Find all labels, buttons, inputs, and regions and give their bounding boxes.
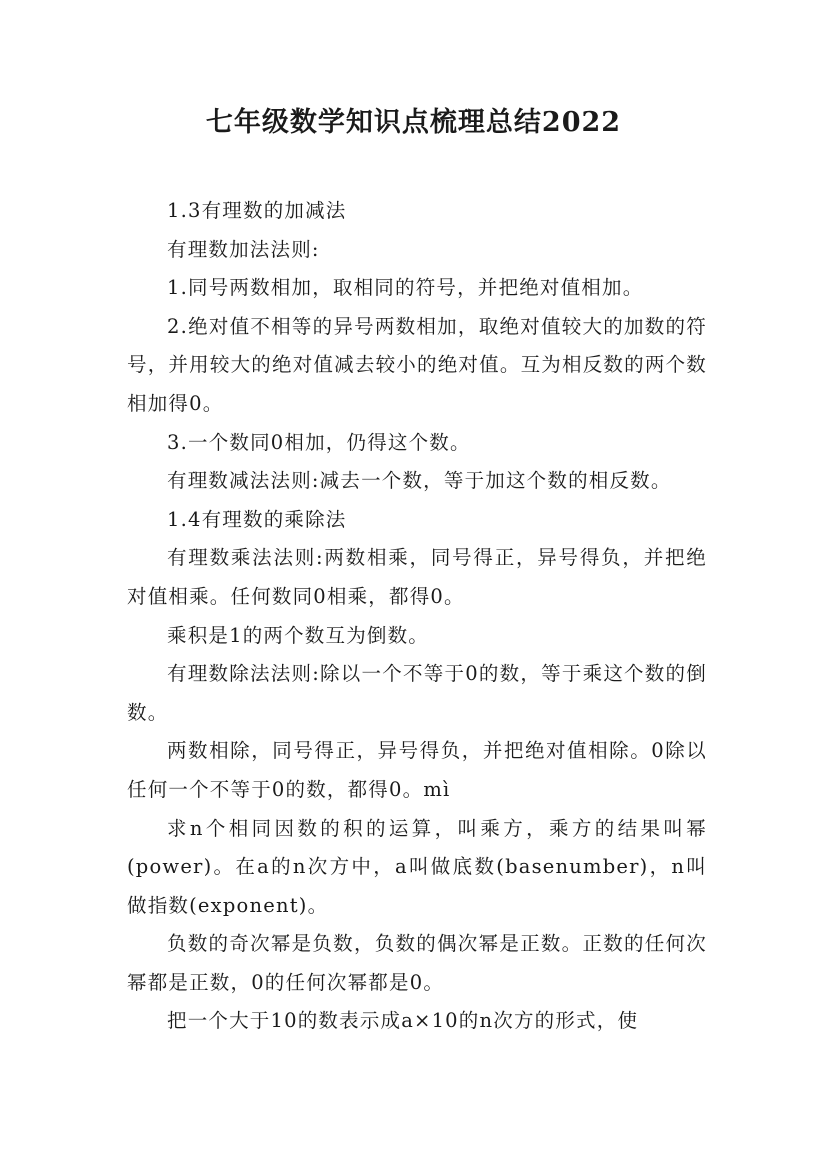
paragraph-division-rule: 有理数除法法则:除以一个不等于0的数，等于乘这个数的倒数。 [127, 662, 707, 724]
paragraph-addition-rule-heading: 有理数加法法则: [167, 237, 320, 261]
paragraph-addition-rule-2: 2.绝对值不相等的异号两数相加，取绝对值较大的加数的符号，并用较大的绝对值减去较小的绝对值。互为相反数的两个数相加得0。 [127, 314, 707, 415]
paragraph-subtraction-rule: 有理数减法法则:减去一个数，等于加这个数的相反数。 [167, 469, 672, 493]
document-body [127, 192, 707, 1041]
paragraph-power-sign: 负数的奇次幂是负数，负数的偶次幂是正数。正数的任何次幂都是正数，0的任何次幂都是0。 [127, 932, 707, 994]
paragraph-addition-rule-3: 3.一个数同0相加，仍得这个数。 [167, 430, 471, 454]
paragraph-scientific-notation: 把一个大于10的数表示成a×10的n次方的形式，使 [167, 1009, 639, 1033]
paragraph-addition-rule-1: 1.同号两数相加，取相同的符号，并把绝对值相加。 [167, 276, 644, 300]
paragraph-division-sign: 两数相除，同号得正，异号得负，并把绝对值相除。0除以任何一个不等于0的数，都得0。mì [127, 739, 707, 801]
document-title: 七年级数学知识点梳理总结2022 [205, 107, 622, 138]
paragraph-reciprocal: 乘积是1的两个数互为倒数。 [167, 623, 430, 647]
section-heading-1-4: 1.4有理数的乘除法 [167, 507, 347, 531]
paragraph-multiplication-rule: 有理数乘法法则:两数相乘，同号得正，异号得负，并把绝对值相乘。任何数同0相乘，都得0。 [127, 546, 707, 608]
section-heading-1-3: 1.3有理数的加减法 [167, 199, 347, 222]
paragraph-power-definition: 求n个相同因数的积的运算，叫乘方，乘方的结果叫幂(power)。在a的n次方中，a叫做底数(basenumber)，n叫做指数(exponent)。 [127, 816, 707, 917]
